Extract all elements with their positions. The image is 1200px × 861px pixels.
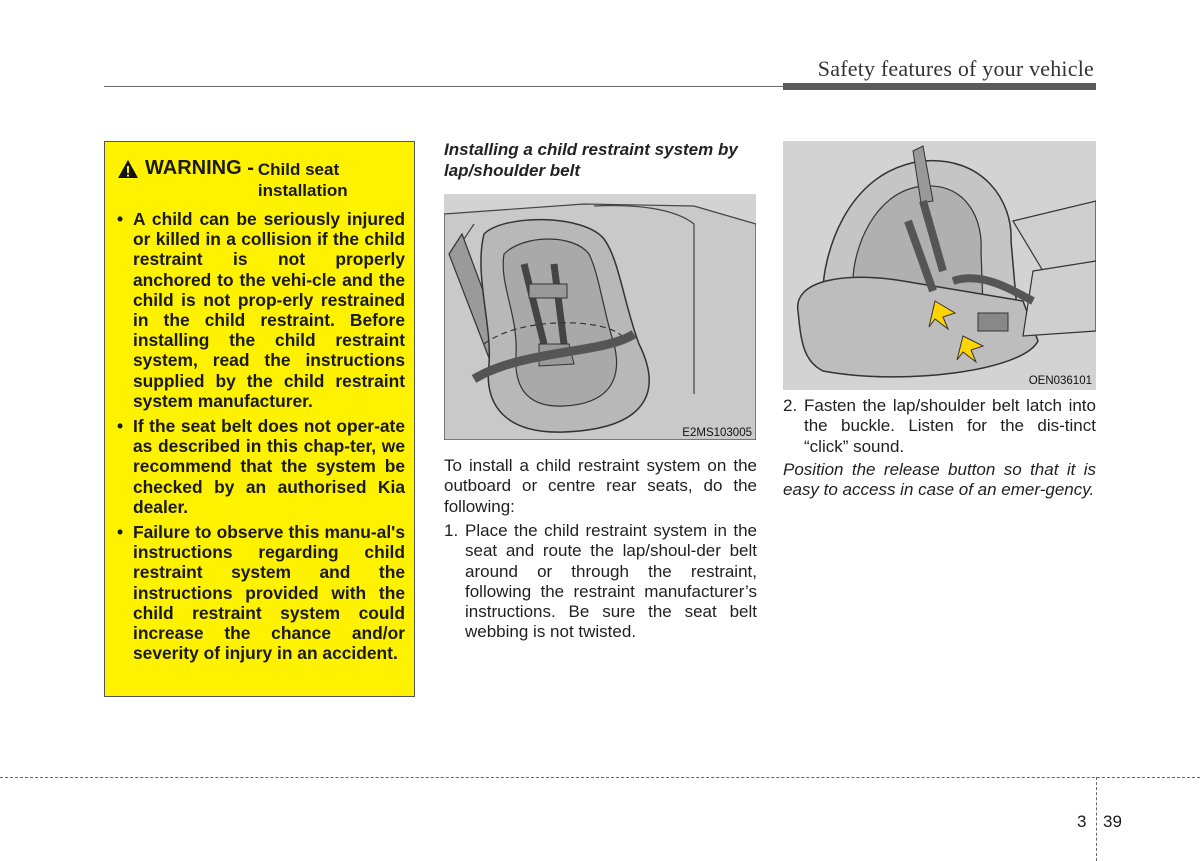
step-2 [783, 396, 1096, 457]
warning-box [104, 141, 415, 697]
header-rule-accent [783, 83, 1096, 90]
child-seat-on-rear-seat-illustration [444, 194, 756, 440]
chapter-number: 3 [1077, 812, 1087, 831]
intro-paragraph: To install a child restraint system on the outboard or centre rear seats, do the following: [444, 456, 757, 516]
step-2-number: 2. [783, 396, 798, 415]
warning-label: WARNING - [145, 157, 254, 179]
warning-item: • A child can be seriously injured or killed in a collision if the child restraint is not properly anchored to the vehi-cle and the child is not prop-erly restrained in the child restraint. Before installing the child restraint system, read the instructions supplied by the child restraint system manufacturer. [117, 209, 405, 411]
warning-item: • Failure to observe this manu-al's instructions regarding child restraint system and the instructions provided with the child restraint system could increase the chance and/or severity of injury in an accident. [117, 522, 405, 664]
page-number: 39 [1103, 812, 1122, 831]
footer-divider [0, 777, 1200, 778]
footer-vertical-divider [1096, 777, 1097, 861]
warning-header [117, 156, 405, 201]
warning-subtitle: Child seat installation [257, 160, 348, 200]
step-1-text: Place the child restraint system in the seat and route the lap/shoul-der belt around or through the restraint, following the restraint manufacturer’s instructions. Be sure the seat belt webbing is not twisted. [465, 521, 757, 642]
fastening-belt-illustration [783, 141, 1096, 390]
child-seat-illustration-figure [444, 194, 756, 440]
warning-triangle-icon [117, 159, 139, 179]
page-header-title: Safety features of your vehicle [817, 56, 1094, 81]
figure-code-2: OEN036101 [1028, 375, 1092, 387]
step-2-text: Fasten the lap/shoulder belt latch into the buckle. Listen for the dis-tinct “click” sound. [804, 396, 1096, 456]
figure-code-1: E2MS103005 [682, 427, 752, 439]
release-button-note: Position the release button so that it is easy to access in case of an emer-gency. [783, 460, 1096, 500]
buckle-illustration-figure [783, 141, 1096, 390]
warning-item: • If the seat belt does not oper-ate as described in this chap-ter, we recommend that the system be checked by an authorised Kia dealer. [117, 416, 405, 517]
step-1 [444, 521, 757, 643]
warning-list [117, 209, 405, 663]
section-heading: Installing a child restraint system by lap/shoulder belt [444, 140, 738, 180]
step-1-number: 1. [444, 521, 459, 540]
